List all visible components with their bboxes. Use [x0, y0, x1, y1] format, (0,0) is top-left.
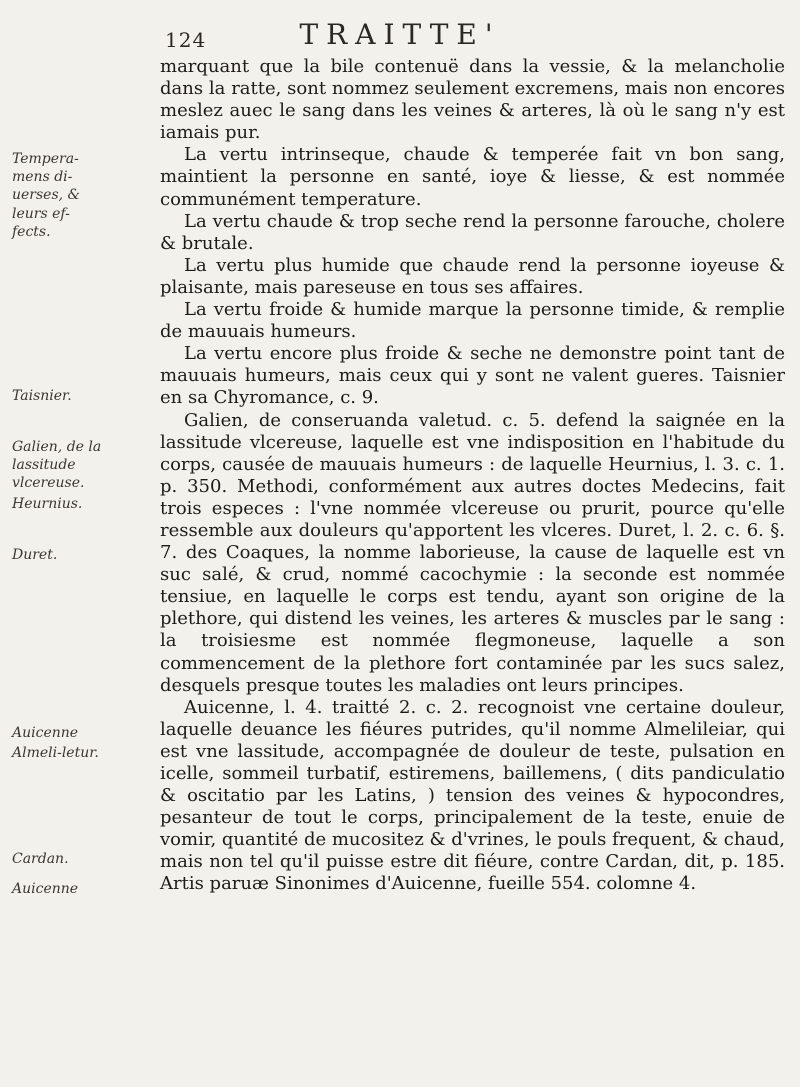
- margin-note-almeli: Almeli-letur.: [12, 745, 99, 761]
- margin-note-auicenne: Auicenne: [12, 725, 79, 741]
- margin-note-heurnius: Heurnius.: [12, 496, 83, 512]
- margin-note-cardan: Cardan.: [12, 851, 69, 867]
- paragraph: La vertu chaude & trop seche rend la personne farouche, cholere & brutale.: [160, 210, 785, 254]
- margin-note-auicenne-2: Auicenne: [12, 881, 79, 897]
- margin-note-duret: Duret.: [12, 547, 58, 563]
- body-text: [160, 56, 785, 896]
- paragraph: La vertu encore plus froide & seche ne demonstre point tant de mauuais humeurs, mais ceux qui y sont ne valent gueres. Taisnier en sa Chyromance, c. 9.: [160, 343, 785, 409]
- paragraph: La vertu plus humide que chaude rend la personne ioyeuse & plaisante, mais pareseuse en tous ses affaires.: [160, 254, 785, 298]
- paragraph: La vertu intrinseque, chaude & temperée fait vn bon sang, maintient la personne en santé, ioye & liesse, & est nommée communément temperature.: [160, 144, 785, 210]
- paragraph: Auicenne, l. 4. traitté 2. c. 2. recognoist vne certaine douleur, laquelle deuance les fiéures putrides, qu'il nomme Almelileiar, qui est vne lassitude, accompagnée de douleur de teste, pulsation en icelle, sommeil turbatif, estiremens, baillemens, ( dits pandiculatio & oscitatio par les Latins, ) tension des veines & hypocondres, pesanteur de tout le corps, principalement de la teste, enuie de vomir, quantité de mucositez & d'vrines, le pouls frequent, & chaud, mais non tel qu'il puisse estre dit fiéure, contre Cardan, dit, p. 185. Artis paruæ Sinonimes d'Auicenne, fueille 554. colomne 4.: [160, 696, 785, 895]
- page-number: 124: [165, 28, 207, 52]
- paragraph: marquant que la bile contenuë dans la vessie, & la melancholie dans la ratte, sont nommez seulement excremens, mais non encores meslez auec le sang dans les veines & arteres, là où le sang n'y est iamais pur.: [160, 56, 785, 144]
- margin-note-temperaments: Tempera-mens di-uerses, & leurs ef-fects.: [12, 151, 81, 240]
- running-title: TRAITTE': [299, 18, 501, 51]
- paragraph: La vertu froide & humide marque la personne timide, & remplie de mauuais humeurs.: [160, 299, 785, 343]
- margin-note-galien: Galien, de la lassitude vlcereuse.: [12, 439, 102, 492]
- margin-note-taisnier: Taisnier.: [12, 388, 72, 404]
- paragraph: Galien, de conseruanda valetud. c. 5. defend la saignée en la lassitude vlcereuse, laquelle est vne indisposition en l'habitude du corps, causée de mauuais humeurs : de laquelle Heurnius, l. 3. c. 1. p. 350. Methodi, conformément aux autres doctes Medecins, fait trois especes : l'vne nommée vlcereuse ou prurit, pource qu'elle ressemble aux douleurs qu'apportent les vlceres. Duret, l. 2. c. 6. §. 7. des Coaques, la nomme laborieuse, la cause de laquelle est vn suc salé, & crud, nommé cacochymie : la seconde est nommée tensiue, en laquelle le corps est tendu, ayant son origine de la plethore, qui distend les veines, les arteres & muscles par le sang : la troisiesme est nommée flegmoneuse, laquelle a son commencement de la plethore fort contaminée par les sucs salez, desquels presque toutes les maladies ont leurs principes.: [160, 409, 785, 696]
